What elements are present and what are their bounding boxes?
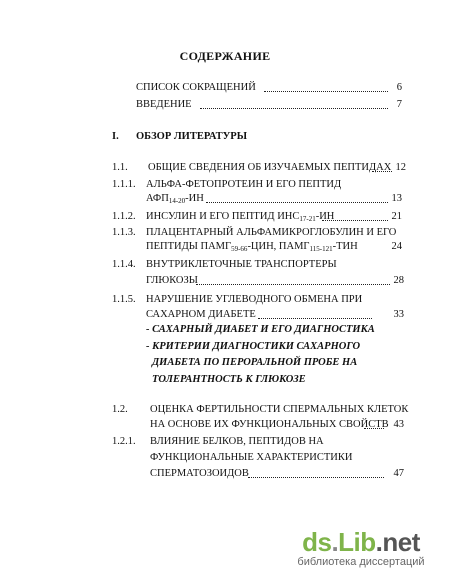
toc-entry-text-cont: ГЛЮКОЗЫ — [146, 275, 198, 286]
page-number: 13 — [391, 193, 402, 204]
toc-entry-1-1-3[interactable] — [0, 225, 450, 240]
toc-entry-text: СПИСОК СОКРАЩЕНИЙ — [136, 82, 256, 93]
toc-title: СОДЕРЖАНИЕ — [179, 49, 271, 63]
toc-entry-text-cont: ФУНКЦИОНАЛЬНЫЕ ХАРАКТЕРИСТИКИ — [150, 452, 353, 463]
dslib-subtitle: библиотека диссертаций — [297, 556, 425, 568]
section-number: 1.1.4. — [112, 259, 136, 270]
toc-subitem-text: - КРИТЕРИИ ДИАГНОСТИКИ САХАРНОГО — [146, 341, 361, 352]
toc-entry-text: ОЦЕНКА ФЕРТИЛЬНОСТИ СПЕРМАЛЬНЫХ КЛЕТОК — [150, 404, 409, 415]
toc-entry-1-1-2[interactable] — [0, 209, 450, 224]
dot-leader — [258, 307, 372, 319]
toc-entry-1-1-4[interactable] — [0, 257, 450, 272]
toc-entry-text-cont: НА ОСНОВЕ ИХ ФУНКЦИОНАЛЬНЫХ СВОЙСТВ — [150, 419, 389, 430]
section-number: 1.1.1. — [112, 179, 136, 190]
dot-leader — [196, 273, 390, 285]
toc-subitem-diabetes-diagnostics[interactable] — [0, 322, 450, 337]
section-number: 1.1.3. — [112, 227, 136, 238]
toc-entry-abbreviations[interactable] — [0, 80, 450, 95]
toc-entry-text: ОБЗОР ЛИТЕРАТУРЫ — [136, 131, 248, 142]
page-number: 6 — [396, 82, 402, 93]
toc-entry-text: НАРУШЕНИЕ УГЛЕВОДНОГО ОБМЕНА ПРИ — [146, 294, 363, 305]
section-number: 1.1.2. — [112, 211, 136, 222]
toc-entry-1-2[interactable] — [0, 402, 450, 417]
page-number: 47 — [393, 468, 404, 479]
toc-entry-text: ВНУТРИКЛЕТОЧНЫЕ ТРАНСПОРТЕРЫ — [146, 259, 337, 270]
toc-subitem-text: ДИАБЕТА ПО ПЕРОРАЛЬНОЙ ПРОБЕ НА — [152, 357, 358, 368]
dot-leader — [264, 80, 388, 92]
dot-leader — [200, 97, 388, 109]
toc-entry-1-1[interactable] — [0, 160, 450, 175]
toc-entry-1-2-cont[interactable] — [0, 417, 450, 432]
toc-entry-text: АЛЬФА-ФЕТОПРОТЕИН И ЕГО ПЕПТИД — [146, 179, 342, 190]
dot-leader — [364, 417, 384, 429]
page-number: 21 — [391, 211, 402, 222]
toc-entry-1-1-1[interactable] — [0, 177, 450, 192]
toc-entry-1-1-5[interactable] — [0, 292, 450, 307]
section-number: 1.2. — [112, 404, 128, 415]
toc-subitem-criteria[interactable] — [0, 339, 450, 354]
toc-subitem-criteria-cont[interactable] — [0, 355, 450, 370]
toc-entry-1-1-3-cont[interactable] — [0, 239, 450, 254]
toc-subitem-text: - САХАРНЫЙ ДИАБЕТ И ЕГО ДИАГНОСТИКА — [146, 324, 375, 335]
page-number: 33 — [393, 309, 404, 320]
toc-entry-introduction[interactable] — [0, 97, 450, 112]
toc-chapter-1[interactable] — [0, 129, 450, 144]
toc-entry-text-cont: САХАРНОМ ДИАБЕТЕ — [146, 309, 256, 320]
toc-entry-text-cont: СПЕРМАТОЗОИДОВ — [150, 468, 249, 479]
page-number: 24 — [391, 241, 402, 252]
toc-entry-text: ВЛИЯНИЕ БЕЛКОВ, ПЕПТИДОВ НА — [150, 436, 324, 447]
toc-entry-text: ИНСУЛИН И ЕГО ПЕПТИД $ИНС_{17-21}-ИН$ — [146, 211, 335, 223]
dslib-logo: ds.Lib.net — [302, 527, 420, 557]
toc-entry-text-cont: ПЕПТИДЫ $ПАМГ_{59-66}$-ЦИН, $ПАМГ_{115-121}$-ТИН — [146, 241, 358, 253]
page-number: 12 — [395, 162, 406, 173]
toc-entry-text: ВВЕДЕНИЕ — [136, 99, 192, 110]
toc-entry-1-1-4-cont[interactable] — [0, 273, 450, 288]
toc-entry-text-cont: $АФП_{14-20}-ИН$ — [146, 193, 204, 205]
section-number: 1.1.5. — [112, 294, 136, 305]
page-number: 43 — [393, 419, 404, 430]
toc-entry-text: ОБЩИЕ СВЕДЕНИЯ ОБ ИЗУЧАЕМЫХ ПЕПТИДАХ — [148, 162, 392, 173]
toc-subitem-text: ТОЛЕРАНТНОСТЬ К ГЛЮКОЗЕ — [152, 374, 306, 385]
dslib-watermark — [286, 529, 436, 568]
toc-entry-1-1-5-cont[interactable] — [0, 307, 450, 322]
toc-entry-1-2-1[interactable] — [0, 434, 450, 449]
toc-entry-1-1-1-cont[interactable] — [0, 191, 450, 206]
dot-leader — [372, 160, 392, 172]
section-number: I. — [112, 131, 119, 142]
toc-subitem-criteria-cont2[interactable] — [0, 372, 450, 387]
toc-entry-1-2-1-cont2[interactable] — [0, 466, 450, 481]
toc-entry-1-2-1-cont[interactable] — [0, 450, 450, 465]
page-number: 7 — [396, 99, 402, 110]
page-number: 28 — [393, 275, 404, 286]
dot-leader — [206, 191, 388, 203]
section-number: 1.1. — [112, 162, 128, 173]
section-number: 1.2.1. — [112, 436, 136, 447]
dot-leader — [248, 466, 384, 478]
toc-entry-text: ПЛАЦЕНТАРНЫЙ АЛЬФАМИКРОГЛОБУЛИН И ЕГО — [146, 227, 397, 238]
dot-leader — [322, 209, 388, 221]
